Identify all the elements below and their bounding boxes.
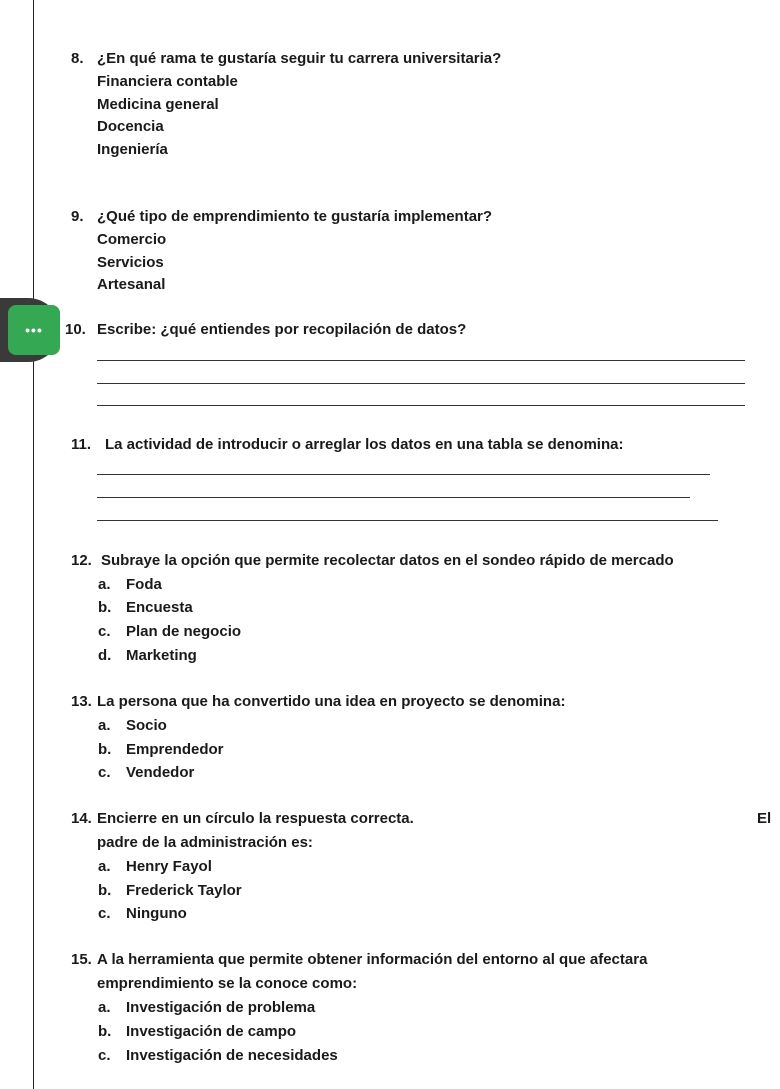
option-letter: a. xyxy=(98,858,111,875)
question-10-number: 10. xyxy=(65,321,86,338)
question-8-option: Financiera contable xyxy=(97,73,238,90)
option-text: Investigación de problema xyxy=(126,999,316,1016)
option-letter: b. xyxy=(98,741,112,758)
more-dots-icon: ••• xyxy=(25,322,43,338)
question-9-option: Servicios xyxy=(97,254,164,271)
option-text: Ninguno xyxy=(126,905,187,922)
question-12-text: Subraye la opción que permite recolectar datos en el sondeo rápido de mercado xyxy=(101,552,674,569)
option-text: Plan de negocio xyxy=(126,623,242,640)
question-8-option: Medicina general xyxy=(97,96,219,113)
more-options-button[interactable] xyxy=(8,305,60,355)
option-letter: a. xyxy=(98,717,111,734)
option-letter: c. xyxy=(98,1047,111,1064)
option-letter: d. xyxy=(98,647,112,664)
question-12-number: 12. xyxy=(71,552,92,569)
question-11-text: La actividad de introducir o arreglar los datos en una tabla se denomina: xyxy=(105,436,624,453)
question-15-text-cont: emprendimiento se la conoce como: xyxy=(97,975,358,992)
question-13-number: 13. xyxy=(71,693,92,710)
answer-line[interactable] xyxy=(97,405,745,406)
answer-line[interactable] xyxy=(97,383,745,384)
option-text: Emprendedor xyxy=(126,741,224,758)
option-letter: c. xyxy=(98,623,111,640)
question-14-text: Encierre en un círculo la respuesta correcta. xyxy=(97,810,414,827)
answer-line[interactable] xyxy=(97,497,690,498)
answer-line[interactable] xyxy=(97,474,710,475)
option-text: Marketing xyxy=(126,647,197,664)
option-text: Henry Fayol xyxy=(126,858,212,875)
option-letter: b. xyxy=(98,882,112,899)
question-13-text: La persona que ha convertido una idea en proyecto se denomina: xyxy=(97,693,566,710)
question-14-text-right: El xyxy=(757,810,772,827)
question-8-option: Docencia xyxy=(97,118,164,135)
option-text: Frederick Taylor xyxy=(126,882,242,899)
option-text: Investigación de necesidades xyxy=(126,1047,338,1064)
question-9-text: ¿Qué tipo de emprendimiento te gustaría implementar? xyxy=(97,208,493,225)
question-11-number: 11. xyxy=(71,436,92,453)
question-15-number: 15. xyxy=(71,951,92,968)
option-letter: b. xyxy=(98,1023,112,1040)
question-14-number: 14. xyxy=(71,810,92,827)
question-14-text-cont: padre de la administración es: xyxy=(97,834,313,851)
option-letter: c. xyxy=(98,905,111,922)
option-text: Socio xyxy=(126,717,167,734)
question-9-number: 9. xyxy=(71,208,84,225)
option-text: Investigación de campo xyxy=(126,1023,297,1040)
option-text: Vendedor xyxy=(126,764,195,781)
question-10-text: Escribe: ¿qué entiendes por recopilación de datos? xyxy=(97,321,467,338)
option-text: Foda xyxy=(126,576,162,593)
option-letter: c. xyxy=(98,764,111,781)
question-8-number: 8. xyxy=(71,50,84,67)
option-letter: b. xyxy=(98,599,112,616)
question-9-option: Comercio xyxy=(97,231,167,248)
question-9-option: Artesanal xyxy=(97,276,166,293)
question-8-option: Ingeniería xyxy=(97,141,168,158)
answer-line[interactable] xyxy=(97,360,745,361)
answer-line[interactable] xyxy=(97,520,718,521)
question-8-text: ¿En qué rama te gustaría seguir tu carrera universitaria? xyxy=(97,50,502,67)
option-letter: a. xyxy=(98,576,111,593)
option-letter: a. xyxy=(98,999,111,1016)
page-margin-line xyxy=(33,0,34,1089)
question-15-text: A la herramienta que permite obtener información del entorno al que afectara xyxy=(97,951,648,968)
option-text: Encuesta xyxy=(126,599,193,616)
